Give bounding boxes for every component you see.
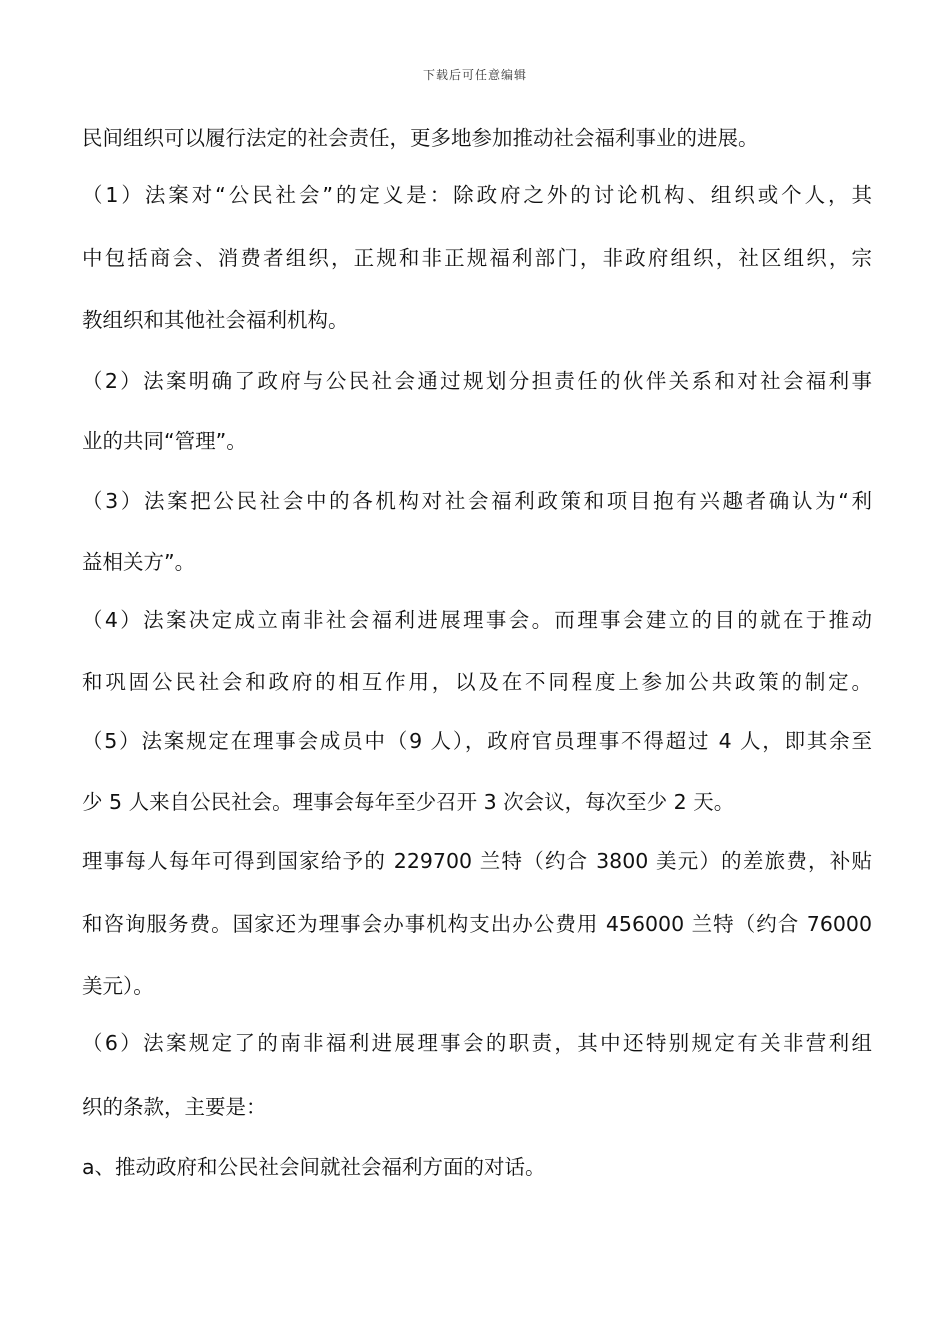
text-line: （2）法案明确了政府与公民社会通过规划分担责任的伙伴关系和对社会福利事 [82, 369, 872, 393]
text-line: （5）法案规定在理事会成员中（9 人），政府官员理事不得超过 4 人，即其余至 [82, 729, 872, 753]
text-line: 少 5 人来自公民社会。理事会每年至少召开 3 次会议，每次至少 2 天。 [82, 790, 735, 814]
text-line: 和咨询服务费。国家还为理事会办事机构支出办公费用 456000 兰特（约合 76000 [82, 912, 872, 936]
text-line: 理事每人每年可得到国家给予的 229700 兰特（约合 3800 美元）的差旅费，补贴 [82, 849, 872, 873]
text-line: （6）法案规定了的南非福利进展理事会的职责，其中还特别规定有关非营利组 [82, 1031, 872, 1055]
text-line: a、推动政府和公民社会间就社会福利方面的对话。 [82, 1155, 546, 1179]
text-line: （4）法案决定成立南非社会福利进展理事会。而理事会建立的目的就在于推动 [82, 608, 872, 632]
text-line: （1）法案对“公民社会”的定义是：除政府之外的讨论机构、组织或个人，其 [82, 183, 872, 207]
text-line: （3）法案把公民社会中的各机构对社会福利政策和项目抱有兴趣者确认为“利 [82, 489, 872, 513]
text-line: 中包括商会、消费者组织，正规和非正规福利部门，非政府组织，社区组织，宗 [82, 246, 872, 270]
page-header: 下载后可任意编辑 [422, 68, 527, 82]
text-line: 民间组织可以履行法定的社会责任，更多地参加推动社会福利事业的进展。 [82, 126, 759, 150]
text-line: 美元）。 [82, 974, 154, 998]
text-line: 教组织和其他社会福利机构。 [82, 308, 349, 332]
text-line: 和巩固公民社会和政府的相互作用，以及在不同程度上参加公共政策的制定。 [82, 670, 872, 694]
text-line: 益相关方”。 [82, 550, 196, 574]
text-line: 业的共同“管理”。 [82, 429, 247, 453]
text-line: 织的条款，主要是： [82, 1095, 267, 1119]
